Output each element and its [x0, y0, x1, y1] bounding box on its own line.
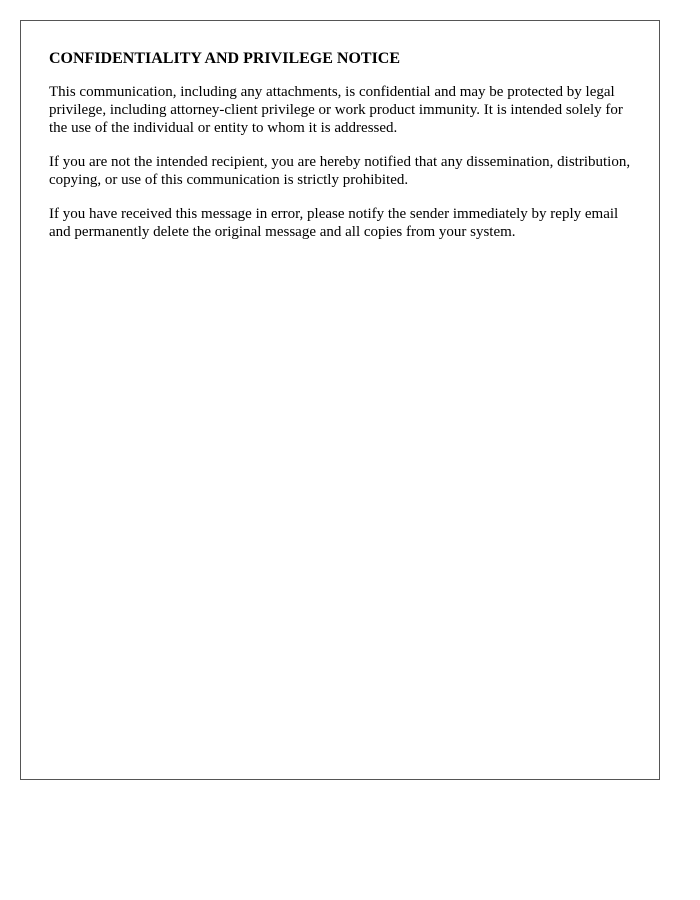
notice-title: CONFIDENTIALITY AND PRIVILEGE NOTICE — [49, 50, 401, 67]
notice-box — [20, 20, 660, 780]
notice-paragraph-received-in-error: If you have received this message in error, please notify the sender immediately by reply email and permanently delete the original message and all copies from your system. — [49, 206, 619, 240]
notice-paragraph-not-recipient: If you are not the intended recipient, you are hereby notified that any dissemination, distribution, copying, or use of this communication is strictly prohibited. — [49, 154, 631, 188]
notice-paragraph-confidential: This communication, including any attachments, is confidential and may be protected by legal privilege, including attorney-client privilege or work product immunity. It is intended solely for the use of the individual or entity to whom it is addressed. — [49, 84, 623, 136]
